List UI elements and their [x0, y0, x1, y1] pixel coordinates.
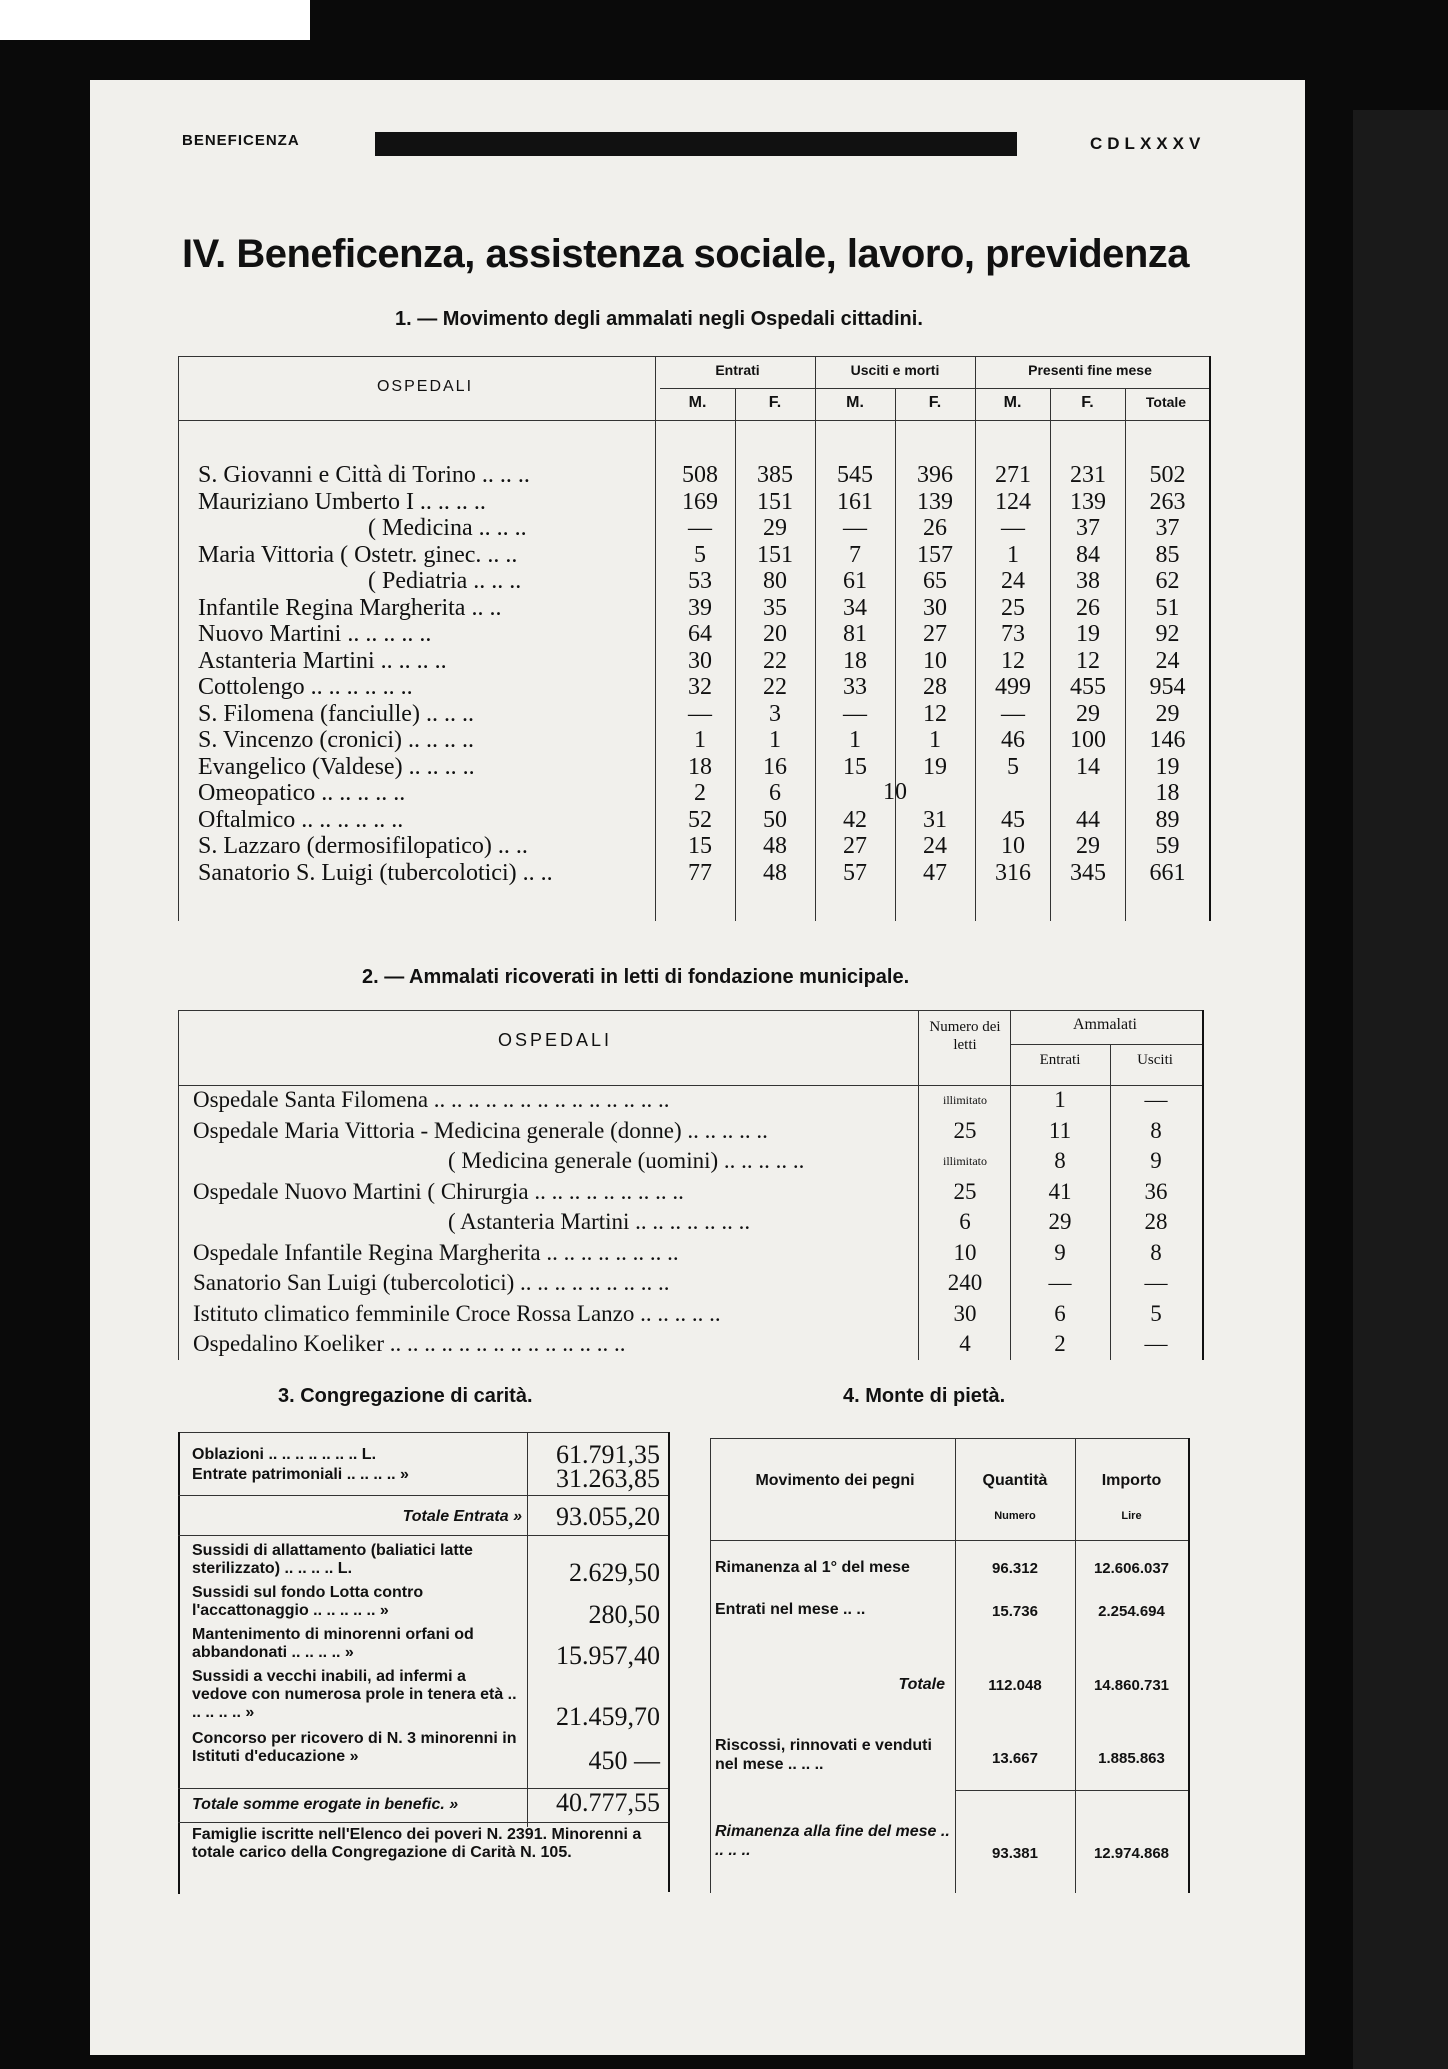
t1-cell: 231: [1070, 462, 1106, 488]
t1-cell: 42: [843, 806, 867, 833]
t1-cell: 12: [923, 700, 947, 727]
t2-letti: illimitato: [943, 1154, 987, 1168]
t4-row-quantita: 15.736: [992, 1603, 1038, 1620]
t1-cell: 85: [1155, 541, 1180, 568]
t1-cell: —: [1001, 515, 1025, 541]
t3-totale-entrata-label: Totale Entrata »: [402, 1508, 522, 1525]
t1-cell: 27: [923, 621, 947, 647]
t1-cell: 62: [1155, 568, 1180, 594]
t4-row-quantita: 13.667: [992, 1750, 1038, 1767]
t1-cell: —: [688, 700, 712, 727]
t1-cell: 44: [1076, 806, 1100, 833]
t1-cell: 28: [923, 674, 947, 700]
t3-mantenimento-value: 15.957,40: [556, 1641, 660, 1670]
t3-concorso-value: 450 —: [588, 1746, 660, 1775]
t1-cell: 151: [757, 541, 793, 568]
t2-col-letti: [920, 1085, 1010, 1360]
t1-cell: 10: [1001, 833, 1025, 859]
t1-hospital-names: [198, 462, 553, 886]
t1-col-entrati-f: [740, 462, 810, 886]
t4-row-label: Riscossi, rinnovati e venduti nel mese .. .. ..: [715, 1737, 932, 1773]
t1-cell: 24: [923, 833, 947, 859]
t4-sub-numero: Numero: [994, 1510, 1036, 1522]
t1-cell: 30: [688, 647, 712, 674]
t1-name: Mauriziano Umberto I .. .. .. ..: [198, 488, 486, 515]
t1-cell: 169: [682, 488, 718, 515]
t4-row-quantita: 112.048: [988, 1677, 1042, 1694]
t1-cell: 18: [843, 647, 867, 674]
t2-usciti: 8: [1150, 1117, 1162, 1143]
t1-cell: 22: [763, 647, 787, 674]
t4-header-movimento: Movimento dei pegni: [755, 1472, 915, 1489]
t3-concorso-label: Concorso per ricovero di N. 3 minorenni in Istituti d'educazione »: [192, 1730, 517, 1765]
t1-cell: 5: [1007, 753, 1019, 780]
t2-entrati: 29: [1048, 1209, 1072, 1234]
t1-cell: 1: [929, 727, 941, 753]
t2-usciti: —: [1144, 1331, 1168, 1356]
t2-entrati: 41: [1048, 1178, 1072, 1204]
t1-cell: 100: [1070, 727, 1106, 753]
t2-entrati: 6: [1054, 1300, 1066, 1326]
t1-cell: 92: [1155, 621, 1180, 647]
t1-name: S. Filomena (fanciulle) .. .. ..: [198, 700, 474, 727]
t1-sub-entrati-f: F.: [768, 394, 782, 411]
t1-cell: —: [843, 515, 867, 541]
t2-col-entrati: [1010, 1085, 1110, 1360]
t3-mantenimento-label: Mantenimento di minorenni orfani od abbandonati .. .. .. .. »: [192, 1626, 474, 1661]
t1-cell: 35: [763, 594, 787, 621]
t2-entrati: 9: [1054, 1239, 1066, 1265]
t1-cell: 316: [995, 859, 1031, 886]
t1-header-usciti: Usciti e morti: [850, 362, 940, 378]
t3-sussidi-allattamento-label: Sussidi di allattamento (baliatici latte sterilizzato) .. .. .. .. L.: [192, 1542, 473, 1577]
t4-row-label: Rimanenza alla fine del mese .. .. .. ..: [715, 1823, 950, 1859]
t2-letti: 240: [947, 1270, 983, 1295]
t1-cell: 45: [1001, 806, 1025, 833]
t1-cell: 345: [1070, 859, 1106, 886]
t1-cell: 26: [923, 515, 947, 541]
t2-letti: 10: [953, 1239, 977, 1265]
t1-col-usciti-m: [820, 462, 890, 886]
t1-usciti-omeopatico-merged: 10: [883, 779, 907, 805]
t2-header-letti: Numero dei letti: [929, 1019, 1001, 1053]
t2-header-ospedali: OSPEDALI: [497, 1030, 613, 1050]
t1-sub-totale: Totale: [1145, 394, 1187, 410]
t4-row-label: Entrati nel mese .. ..: [715, 1601, 866, 1618]
t1-cell: 20: [763, 621, 787, 647]
t1-name: ( Pediatria .. .. ..: [368, 568, 522, 594]
t1-cell: 50: [763, 806, 787, 833]
t1-cell: 22: [763, 674, 787, 700]
t1-cell: 18: [688, 753, 712, 780]
t1-cell: 34: [843, 594, 867, 621]
t1-cell: 499: [995, 674, 1031, 700]
t1-name: Infantile Regina Margherita .. ..: [198, 594, 502, 621]
t1-cell: 65: [923, 568, 947, 594]
t1-cell: 151: [757, 488, 793, 515]
t1-header-ospedali: OSPEDALI: [376, 378, 474, 395]
t2-entrati: 11: [1048, 1117, 1072, 1143]
t1-cell: 15: [688, 833, 712, 859]
section3-title: 3. Congregazione di carità.: [278, 1385, 533, 1407]
t2-entrati: —: [1048, 1270, 1072, 1295]
t4-row-importo: 2.254.694: [1098, 1603, 1165, 1620]
t1-cell: 25: [1001, 594, 1025, 621]
t4-row-importo: 12.974.868: [1093, 1845, 1170, 1862]
t1-col-usciti-f: [900, 462, 970, 886]
t2-usciti: —: [1144, 1087, 1168, 1112]
t1-cell: 33: [843, 674, 867, 700]
t1-cell: 10: [923, 647, 947, 674]
t1-cell: 24: [1001, 568, 1025, 594]
t2-usciti: 36: [1144, 1178, 1168, 1204]
t2-usciti: —: [1144, 1270, 1168, 1295]
t2-col-usciti: [1110, 1085, 1202, 1360]
t1-cell: 46: [1001, 727, 1025, 753]
t1-name: S. Vincenzo (cronici) .. .. .. ..: [198, 727, 475, 753]
t1-cell: 24: [1155, 647, 1180, 674]
t3-sussidi-allattamento-value: 2.629,50: [569, 1558, 660, 1587]
t1-cell: 30: [923, 594, 947, 621]
t1-cell: 51: [1155, 594, 1180, 621]
t1-cell: 38: [1076, 568, 1100, 594]
t1-cell: 19: [1076, 621, 1100, 647]
t3-sussidi-lotta-value: 280,50: [588, 1600, 660, 1629]
t1-cell: [978, 780, 1048, 807]
t2-name: Ospedalino Koeliker .. .. .. .. .. .. .. .. .. .. .. .. .. ..: [193, 1331, 626, 1356]
t1-cell: 502: [1149, 462, 1186, 488]
t1-cell: 2: [694, 780, 706, 806]
running-head-left: BENEFICENZA: [182, 132, 300, 149]
t1-cell: 32: [688, 674, 712, 700]
t1-cell: 29: [1155, 700, 1180, 727]
t1-cell: 39: [688, 594, 712, 621]
t3-vecchi-value: 21.459,70: [556, 1702, 660, 1731]
t1-sub-usciti-m: M.: [846, 394, 864, 411]
t1-cell: 31: [923, 806, 947, 833]
t1-cell: 29: [1076, 700, 1100, 727]
t1-cell: 661: [1149, 859, 1186, 886]
t4-row-importo: 1.885.863: [1098, 1750, 1165, 1767]
t2-name: Ospedale Nuovo Martini ( Chirurgia .. .. .. .. .. .. .. .. ..: [193, 1178, 684, 1204]
t1-name: Maria Vittoria ( Ostetr. ginec. .. ..: [198, 541, 518, 568]
t1-cell: 271: [995, 462, 1031, 488]
t1-cell: 29: [763, 515, 787, 541]
t2-letti: 25: [953, 1117, 977, 1143]
t4-header-importo: Importo: [1101, 1472, 1162, 1489]
t1-cell: 3: [769, 700, 781, 727]
t1-col-presenti-f: [1053, 462, 1123, 886]
t1-name: ( Medicina .. .. ..: [368, 515, 527, 541]
t1-cell: 139: [917, 488, 953, 515]
t1-name: Evangelico (Valdese) .. .. .. ..: [198, 753, 475, 780]
t1-cell: 27: [843, 833, 867, 859]
t2-header-usciti: Usciti: [1137, 1052, 1173, 1068]
t3-oblazioni-label: Oblazioni .. .. .. .. .. .. .. L.: [192, 1446, 377, 1463]
t2-letti: illimitato: [943, 1093, 987, 1107]
t1-sub-usciti-f: F.: [928, 394, 942, 411]
t1-cell: 12: [1076, 647, 1100, 674]
t1-cell: 161: [837, 488, 873, 515]
t1-cell: 73: [1001, 621, 1025, 647]
t1-cell: 84: [1076, 541, 1100, 568]
t4-row-label: Totale: [898, 1676, 945, 1693]
t1-cell: 16: [763, 753, 787, 780]
t1-name: S. Lazzaro (dermosifilopatico) .. ..: [198, 833, 528, 859]
t2-name: Sanatorio San Luigi (tubercolotici) .. .. .. .. .. .. .. .. ..: [193, 1270, 670, 1295]
t2-entrati: 1: [1054, 1087, 1066, 1112]
t1-cell: 52: [688, 806, 712, 833]
t2-letti: 30: [953, 1300, 977, 1326]
t3-patrimoniali-value: 31.263,85: [556, 1464, 660, 1493]
t1-cell: 385: [757, 462, 793, 488]
t4-row-importo: 14.860.731: [1093, 1677, 1170, 1694]
t1-col-presenti-m: [978, 462, 1048, 886]
t2-name: ( Medicina generale (uomini) .. .. .. .. ..: [448, 1148, 805, 1173]
running-head-page-number: CDLXXXV: [1090, 134, 1206, 153]
t1-cell: 48: [763, 859, 787, 886]
t1-cell: 53: [688, 568, 712, 594]
t1-cell: 37: [1155, 515, 1180, 541]
t1-col-presenti-tot: [1130, 462, 1205, 886]
t1-cell: 146: [1149, 727, 1186, 753]
t3-vecchi-label: Sussidi a vecchi inabili, ad infermi a vedove con numerosa prole in tenera età .. .. .. .. .. »: [192, 1668, 517, 1721]
t2-header-ammalati: Ammalati: [1073, 1016, 1137, 1033]
t1-header-presenti: Presenti fine mese: [1028, 362, 1152, 378]
t2-entrati: 2: [1054, 1331, 1066, 1356]
section1-title: 1. — Movimento degli ammalati negli Ospedali cittadini.: [395, 308, 923, 330]
t1-name: Cottolengo .. .. .. .. .. ..: [198, 674, 413, 700]
t1-cell: 508: [682, 462, 718, 488]
t1-cell: 263: [1149, 488, 1186, 515]
t2-usciti: 8: [1150, 1239, 1162, 1265]
t1-cell: 77: [688, 859, 712, 886]
t1-cell: 47: [923, 859, 947, 886]
t4-header-quantita: Quantità: [982, 1472, 1048, 1489]
t1-cell: 1: [694, 727, 706, 753]
t4-sub-lire: Lire: [1121, 1510, 1142, 1522]
t1-col-entrati-m: [665, 462, 735, 886]
t2-name: ( Astanteria Martini .. .. .. .. .. .. ..: [448, 1209, 751, 1234]
t1-cell: 5: [694, 541, 706, 568]
page-title: IV. Beneficenza, assistenza sociale, lavoro, previdenza: [182, 232, 1190, 276]
t1-cell: 7: [849, 541, 861, 568]
t1-cell: [1053, 780, 1123, 807]
t1-name: Oftalmico .. .. .. .. .. ..: [198, 806, 404, 833]
t2-usciti: 28: [1144, 1209, 1168, 1234]
t1-cell: 139: [1070, 488, 1106, 515]
t2-header-entrati: Entrati: [1039, 1052, 1081, 1068]
t1-cell: 1: [1007, 541, 1019, 568]
t1-cell: 396: [917, 462, 953, 488]
t2-letti: 4: [959, 1331, 971, 1356]
t1-cell: 12: [1001, 647, 1025, 674]
t2-name: Ospedale Infantile Regina Margherita .. .. .. .. .. .. .. ..: [193, 1239, 679, 1265]
t2-name: Ospedale Maria Vittoria - Medicina generale (donne) .. .. .. .. ..: [193, 1117, 768, 1143]
t1-cell: 29: [1076, 833, 1100, 859]
t2-letti: 25: [953, 1178, 977, 1204]
t1-cell: 57: [843, 859, 867, 886]
t1-cell: —: [843, 700, 867, 727]
t1-name: Nuovo Martini .. .. .. .. ..: [198, 621, 432, 647]
t1-sub-entrati-m: M.: [688, 394, 707, 411]
t2-entrati: 8: [1054, 1148, 1066, 1173]
t1-cell: 6: [769, 780, 781, 806]
t2-names: [193, 1085, 913, 1360]
t1-cell: 1: [849, 727, 861, 753]
t1-cell: 61: [843, 568, 867, 594]
t1-sub-presenti-f: F.: [1081, 394, 1094, 411]
t1-cell: 954: [1149, 674, 1186, 700]
t4-row-quantita: 96.312: [992, 1560, 1038, 1577]
t1-cell: 19: [923, 753, 947, 780]
t3-oblazioni-value: 61.791,35: [556, 1440, 660, 1469]
t1-cell: 59: [1155, 833, 1180, 859]
scan-margin-right: [1353, 110, 1448, 2069]
t3-totale-entrata-value: 93.055,20: [556, 1502, 660, 1531]
t2-name: Ospedale Santa Filomena .. .. .. .. .. .. .. .. .. .. .. .. .. ..: [193, 1087, 670, 1112]
t4-row-quantita: 93.381: [992, 1845, 1038, 1862]
t2-usciti: 5: [1150, 1300, 1162, 1326]
t1-name: Sanatorio S. Luigi (tubercolotici) .. ..: [198, 859, 553, 886]
t1-cell: 1: [769, 727, 781, 753]
t1-cell: —: [1001, 700, 1025, 727]
t1-cell: 18: [1155, 780, 1180, 806]
t3-note: Famiglie iscritte nell'Elenco dei poveri N. 2391. Minorenni a totale carico della Congregazione di Carità N. 105.: [192, 1826, 642, 1861]
t4-row-importo: 12.606.037: [1093, 1560, 1170, 1577]
t1-cell: —: [688, 515, 712, 541]
t1-name: S. Giovanni e Città di Torino .. .. ..: [198, 462, 530, 488]
t1-cell: 80: [763, 568, 787, 594]
t2-letti: 6: [959, 1209, 971, 1234]
t1-cell: 14: [1076, 753, 1100, 780]
t3-sussidi-lotta-label: Sussidi sul fondo Lotta contro l'accattonaggio .. .. .. .. .. »: [192, 1584, 424, 1619]
t3-patrimoniali-label: Entrate patrimoniali .. .. .. .. »: [192, 1466, 409, 1483]
t1-cell: 15: [843, 753, 867, 780]
t1-header-entrati: Entrati: [715, 362, 760, 378]
t4-row-label: Rimanenza al 1° del mese: [715, 1559, 910, 1576]
t1-cell: 26: [1076, 594, 1100, 621]
t1-cell: 64: [688, 621, 712, 647]
running-head-bar: [375, 132, 1017, 156]
section2-title: 2. — Ammalati ricoverati in letti di fondazione municipale.: [362, 966, 910, 988]
t1-cell: 89: [1155, 806, 1180, 833]
t1-name: Omeopatico .. .. .. .. ..: [198, 780, 406, 806]
t1-name: Astanteria Martini .. .. .. ..: [198, 647, 447, 674]
t1-cell: 19: [1155, 753, 1180, 780]
t2-name: Istituto climatico femminile Croce Rossa Lanzo .. .. .. .. ..: [193, 1300, 721, 1326]
t1-sub-presenti-m: M.: [1003, 394, 1022, 411]
t1-cell: 455: [1070, 674, 1106, 700]
t2-usciti: 9: [1150, 1148, 1162, 1173]
t3-totale-somme-value: 40.777,55: [556, 1788, 660, 1817]
scan-margin-top: [0, 0, 310, 40]
section4-title: 4. Monte di pietà.: [843, 1385, 1006, 1407]
t1-cell: 124: [995, 488, 1031, 515]
t1-cell: 37: [1076, 515, 1100, 541]
t1-cell: 81: [843, 621, 867, 647]
t1-cell: 545: [837, 462, 873, 488]
t3-totale-somme-label: Totale somme erogate in benefic. »: [192, 1796, 459, 1813]
t1-cell: 157: [917, 541, 953, 568]
t1-cell: 48: [763, 833, 787, 859]
